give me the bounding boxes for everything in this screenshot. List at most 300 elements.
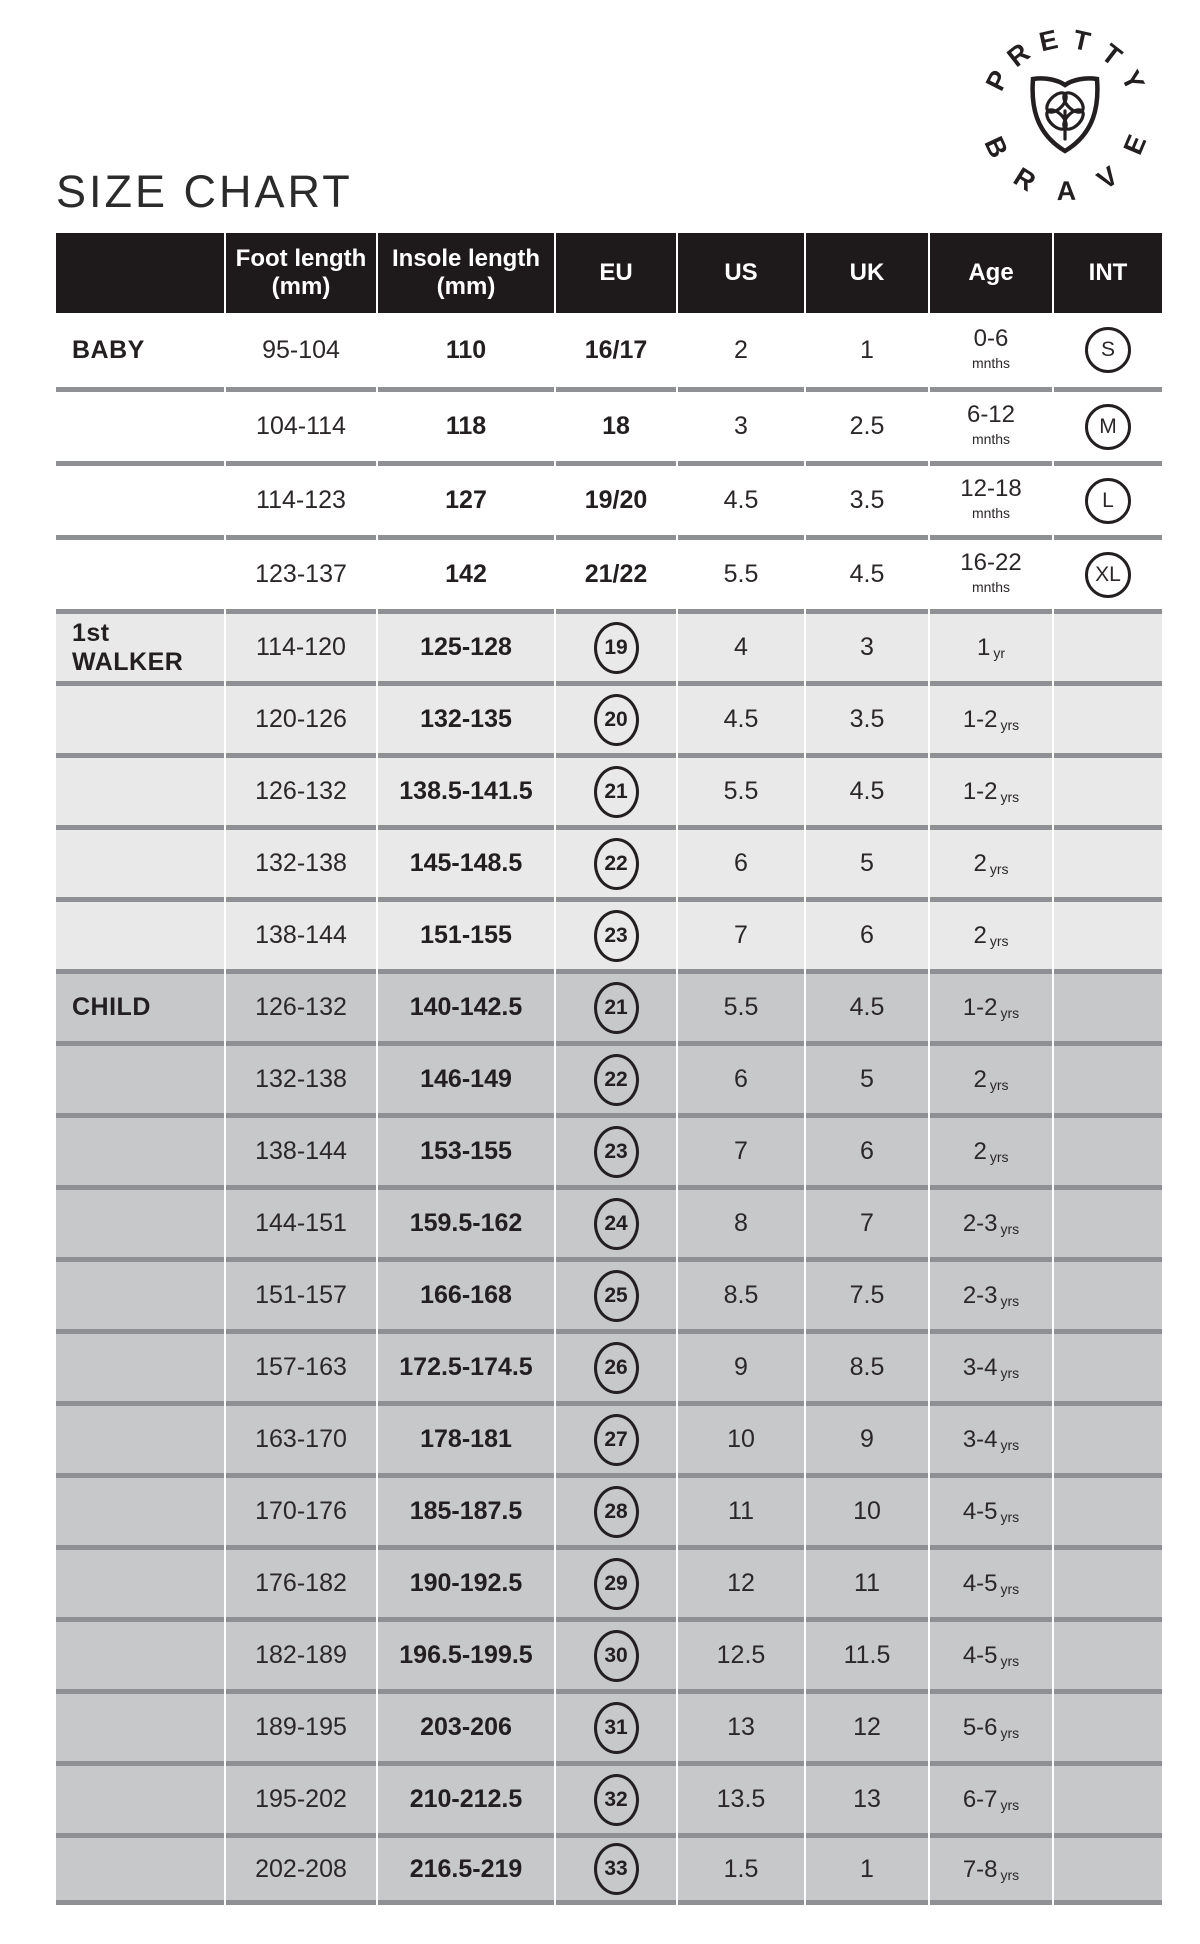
int-size-cell: [1054, 897, 1162, 969]
us-size-cell: 6: [678, 1041, 804, 1113]
header-us: US: [678, 233, 804, 313]
insole-length-cell: 127: [378, 461, 554, 535]
eu-size-circle: 21: [594, 766, 639, 818]
age-cell: [930, 1185, 1052, 1257]
uk-size-cell: 1: [806, 1833, 928, 1905]
insole-length-cell: 110: [378, 313, 554, 387]
eu-size-circle: 22: [594, 1054, 639, 1106]
eu-size-circle: 30: [594, 1630, 639, 1682]
eu-size-circle: 24: [594, 1198, 639, 1250]
age-number: 16-22: [960, 549, 1022, 576]
svg-text:E: E: [1117, 130, 1153, 159]
age-number: 2: [973, 1138, 987, 1165]
age-unit: yrs: [1000, 789, 1020, 805]
foot-length-cell: 132-138: [226, 1041, 376, 1113]
us-size-cell: 6: [678, 825, 804, 897]
svg-text:E: E: [1036, 24, 1061, 58]
age-cell: [930, 681, 1052, 753]
table-row: [56, 1617, 1162, 1689]
header-category: [56, 233, 224, 313]
foot-length-cell: 144-151: [226, 1185, 376, 1257]
eu-size-value: 21/22: [584, 560, 648, 588]
foot-length-cell: 114-123: [226, 461, 376, 535]
eu-size-cell: [556, 1761, 676, 1833]
foot-length-cell: 202-208: [226, 1833, 376, 1905]
foot-length-cell: 163-170: [226, 1401, 376, 1473]
foot-length-cell: 138-144: [226, 1113, 376, 1185]
section-label-cell: [56, 1113, 224, 1185]
age-number: 4-5: [962, 1498, 998, 1525]
age-cell: [930, 1545, 1052, 1617]
int-size-cell: [1054, 1257, 1162, 1329]
eu-size-cell: [556, 1401, 676, 1473]
insole-length-cell: 151-155: [378, 897, 554, 969]
section-label-cell: [56, 681, 224, 753]
age-unit: mnths: [971, 354, 1011, 371]
int-size-circle: M: [1085, 404, 1131, 450]
foot-length-cell: 189-195: [226, 1689, 376, 1761]
age-unit: yrs: [1000, 1005, 1020, 1021]
age-unit: yrs: [1000, 1293, 1020, 1309]
table-row: [56, 1185, 1162, 1257]
foot-length-cell: 132-138: [226, 825, 376, 897]
section-label-cell: [56, 753, 224, 825]
insole-length-cell: 178-181: [378, 1401, 554, 1473]
us-size-cell: 4.5: [678, 461, 804, 535]
header-label-line: Insole length: [391, 245, 540, 272]
table-row: [56, 1041, 1162, 1113]
insole-length-cell: 190-192.5: [378, 1545, 554, 1617]
insole-length-cell: 172.5-174.5: [378, 1329, 554, 1401]
age-cell: [930, 753, 1052, 825]
age-cell: [930, 387, 1052, 461]
int-size-cell: [1054, 1185, 1162, 1257]
age-unit: yrs: [1000, 1509, 1020, 1525]
age-cell: [930, 1617, 1052, 1689]
us-size-cell: 4: [678, 609, 804, 681]
age-unit: yrs: [1000, 1797, 1020, 1813]
table-row: [56, 825, 1162, 897]
age-cell: [930, 1329, 1052, 1401]
section-label-cell: [56, 1617, 224, 1689]
uk-size-cell: 6: [806, 1113, 928, 1185]
table-row: [56, 535, 1162, 609]
insole-length-cell: 145-148.5: [378, 825, 554, 897]
eu-size-cell: [556, 753, 676, 825]
foot-length-cell: 138-144: [226, 897, 376, 969]
section-label-cell: [56, 969, 224, 1041]
int-size-cell: [1054, 1401, 1162, 1473]
foot-length-cell: 126-132: [226, 753, 376, 825]
age-cell: [930, 969, 1052, 1041]
section-label-cell: [56, 1185, 224, 1257]
insole-length-cell: 142: [378, 535, 554, 609]
us-size-cell: 13.5: [678, 1761, 804, 1833]
section-label-cell: [56, 1545, 224, 1617]
uk-size-cell: 4.5: [806, 969, 928, 1041]
eu-size-circle: 33: [594, 1843, 639, 1895]
uk-size-cell: 10: [806, 1473, 928, 1545]
eu-size-circle: 31: [594, 1702, 639, 1754]
int-size-cell: [1054, 1617, 1162, 1689]
eu-size-circle: 29: [594, 1558, 639, 1610]
header-eu: EU: [556, 233, 676, 313]
header-label-line: (mm): [436, 273, 496, 300]
age-unit: yrs: [1000, 1365, 1020, 1381]
age-unit: yrs: [1000, 1653, 1020, 1669]
age-unit: yrs: [1000, 1866, 1020, 1883]
int-size-cell: [1054, 1041, 1162, 1113]
age-number: 12-18: [960, 475, 1022, 502]
table-row: [56, 681, 1162, 753]
age-unit: yrs: [989, 861, 1009, 877]
us-size-cell: 4.5: [678, 681, 804, 753]
int-size-cell: [1054, 1329, 1162, 1401]
table-row: [56, 1257, 1162, 1329]
table-row: [56, 1833, 1162, 1905]
age-number: 1: [976, 634, 991, 661]
foot-length-cell: 114-120: [226, 609, 376, 681]
us-size-cell: 13: [678, 1689, 804, 1761]
table-row: [56, 1689, 1162, 1761]
foot-length-cell: 151-157: [226, 1257, 376, 1329]
uk-size-cell: 7.5: [806, 1257, 928, 1329]
insole-length-cell: 159.5-162: [378, 1185, 554, 1257]
svg-text:P: P: [979, 65, 1015, 96]
eu-size-value: 19/20: [584, 486, 648, 514]
age-number: 2-3: [962, 1210, 998, 1237]
foot-length-cell: 95-104: [226, 313, 376, 387]
int-size-cell: [1054, 969, 1162, 1041]
section-label-cell: [56, 1833, 224, 1905]
age-value: [930, 549, 1052, 600]
us-size-cell: 11: [678, 1473, 804, 1545]
us-size-cell: 5.5: [678, 753, 804, 825]
age-unit: yrs: [989, 933, 1009, 949]
foot-length-cell: 157-163: [226, 1329, 376, 1401]
eu-size-cell: [556, 1041, 676, 1113]
eu-size-circle: 21: [594, 982, 639, 1034]
int-size-cell: [1054, 1545, 1162, 1617]
age-cell: [930, 1257, 1052, 1329]
header-foot-length: [226, 233, 376, 313]
us-size-cell: 8: [678, 1185, 804, 1257]
age-cell: [930, 609, 1052, 681]
int-size-cell: [1054, 1689, 1162, 1761]
age-cell: [930, 1833, 1052, 1905]
eu-size-cell: [556, 825, 676, 897]
eu-size-cell: [556, 387, 676, 461]
age-cell: [930, 825, 1052, 897]
int-size-cell: [1054, 387, 1162, 461]
age-cell: [930, 313, 1052, 387]
uk-size-cell: 3.5: [806, 681, 928, 753]
eu-size-circle: 23: [594, 1126, 639, 1178]
age-value: [930, 401, 1052, 452]
eu-size-cell: [556, 461, 676, 535]
age-cell: [930, 1761, 1052, 1833]
us-size-cell: 3: [678, 387, 804, 461]
table-row: [56, 609, 1162, 681]
us-size-cell: 12: [678, 1545, 804, 1617]
eu-size-cell: [556, 535, 676, 609]
eu-size-value: 18: [602, 412, 630, 440]
uk-size-cell: 1: [806, 313, 928, 387]
foot-length-cell: 170-176: [226, 1473, 376, 1545]
int-size-cell: [1054, 681, 1162, 753]
eu-size-cell: [556, 681, 676, 753]
size-chart-table: [54, 233, 1164, 1905]
table-row: [56, 1545, 1162, 1617]
eu-size-cell: [556, 897, 676, 969]
age-unit: yrs: [1000, 717, 1020, 733]
insole-length-cell: 132-135: [378, 681, 554, 753]
foot-length-cell: 182-189: [226, 1617, 376, 1689]
section-label-cell: [56, 387, 224, 461]
age-number: 3-4: [962, 1354, 998, 1381]
int-size-cell: [1054, 1761, 1162, 1833]
uk-size-cell: 2.5: [806, 387, 928, 461]
foot-length-cell: 120-126: [226, 681, 376, 753]
eu-size-cell: [556, 1185, 676, 1257]
foot-length-cell: 195-202: [226, 1761, 376, 1833]
header-row: [56, 233, 1162, 313]
svg-text:Y: Y: [1115, 65, 1151, 96]
header-age: Age: [930, 233, 1052, 313]
eu-size-circle: 27: [594, 1414, 639, 1466]
int-size-cell: [1054, 1833, 1162, 1905]
eu-size-circle: 26: [594, 1342, 639, 1394]
age-number: 1-2: [962, 706, 998, 733]
uk-size-cell: 7: [806, 1185, 928, 1257]
age-number: 6-12: [966, 401, 1016, 428]
eu-size-circle: 19: [594, 622, 639, 674]
int-size-circle: L: [1085, 478, 1131, 524]
section-label-cell: [56, 1041, 224, 1113]
uk-size-cell: 9: [806, 1401, 928, 1473]
svg-text:A: A: [1056, 175, 1077, 207]
age-cell: [930, 1401, 1052, 1473]
eu-size-circle: 25: [594, 1270, 639, 1322]
uk-size-cell: 3: [806, 609, 928, 681]
age-number: 2: [973, 922, 987, 949]
table-row: [56, 313, 1162, 387]
insole-length-cell: 185-187.5: [378, 1473, 554, 1545]
insole-length-cell: 203-206: [378, 1689, 554, 1761]
age-unit: yrs: [989, 1077, 1009, 1093]
age-unit: yrs: [1000, 1221, 1020, 1237]
int-size-cell: [1054, 753, 1162, 825]
uk-size-cell: 6: [806, 897, 928, 969]
svg-text:R: R: [1001, 37, 1036, 73]
eu-size-cell: [556, 1833, 676, 1905]
uk-size-cell: 3.5: [806, 461, 928, 535]
eu-size-circle: 28: [594, 1486, 639, 1538]
uk-size-cell: 8.5: [806, 1329, 928, 1401]
table-row: [56, 1401, 1162, 1473]
int-size-circle: XL: [1085, 552, 1131, 598]
us-size-cell: 5.5: [678, 969, 804, 1041]
age-cell: [930, 1041, 1052, 1113]
insole-length-cell: 146-149: [378, 1041, 554, 1113]
table-row: [56, 897, 1162, 969]
foot-length-cell: 176-182: [226, 1545, 376, 1617]
uk-size-cell: 4.5: [806, 535, 928, 609]
section-label-cell: [56, 609, 224, 681]
age-number: 2-3: [962, 1282, 998, 1309]
us-size-cell: 1.5: [678, 1833, 804, 1905]
int-size-cell: [1054, 1473, 1162, 1545]
section-label-cell: [56, 461, 224, 535]
insole-length-cell: 153-155: [378, 1113, 554, 1185]
age-unit: yrs: [989, 1149, 1009, 1165]
age-cell: [930, 897, 1052, 969]
foot-length-cell: 104-114: [226, 387, 376, 461]
foot-length-cell: 123-137: [226, 535, 376, 609]
page-title: SIZE CHART: [56, 166, 353, 217]
section-label-cell: [56, 897, 224, 969]
uk-size-cell: 11: [806, 1545, 928, 1617]
section-label-cell: [56, 535, 224, 609]
uk-size-cell: 5: [806, 1041, 928, 1113]
age-cell: [930, 461, 1052, 535]
uk-size-cell: 11.5: [806, 1617, 928, 1689]
us-size-cell: 7: [678, 897, 804, 969]
us-size-cell: 12.5: [678, 1617, 804, 1689]
section-label: BABY: [72, 335, 145, 364]
section-label: 1st WALKER: [72, 618, 184, 676]
table-row: [56, 969, 1162, 1041]
pretty-brave-logo: [962, 12, 1168, 218]
eu-size-circle: 22: [594, 838, 639, 890]
int-size-cell: [1054, 535, 1162, 609]
age-number: 2: [973, 850, 987, 877]
section-label-cell: [56, 313, 224, 387]
age-number: 4-5: [962, 1570, 998, 1597]
eu-size-value: 16/17: [584, 335, 648, 364]
int-size-cell: [1054, 825, 1162, 897]
us-size-cell: 9: [678, 1329, 804, 1401]
age-unit: mnths: [971, 505, 1011, 521]
svg-text:T: T: [1070, 24, 1093, 58]
table-row: [56, 1761, 1162, 1833]
age-cell: [930, 1113, 1052, 1185]
eu-size-cell: [556, 1329, 676, 1401]
section-label: CHILD: [72, 993, 151, 1021]
us-size-cell: 5.5: [678, 535, 804, 609]
section-label-cell: [56, 1401, 224, 1473]
age-value: [930, 475, 1052, 526]
section-label-cell: [56, 1473, 224, 1545]
table-row: [56, 753, 1162, 825]
uk-size-cell: 13: [806, 1761, 928, 1833]
eu-size-circle: 20: [594, 694, 639, 746]
section-label-cell: [56, 1761, 224, 1833]
header-uk: UK: [806, 233, 928, 313]
insole-length-cell: 140-142.5: [378, 969, 554, 1041]
eu-size-cell: [556, 1113, 676, 1185]
table-row: [56, 1329, 1162, 1401]
age-number: 0-6: [973, 324, 1009, 352]
us-size-cell: 2: [678, 313, 804, 387]
section-label-cell: [56, 1689, 224, 1761]
header-label-line: Foot length: [235, 245, 367, 272]
header-label-line: (mm): [271, 273, 331, 300]
age-number: 4-5: [962, 1642, 998, 1669]
age-number: 3-4: [962, 1426, 998, 1453]
svg-text:V: V: [1091, 160, 1124, 196]
us-size-cell: 8.5: [678, 1257, 804, 1329]
us-size-cell: 7: [678, 1113, 804, 1185]
size-chart-body: [56, 313, 1162, 1905]
svg-text:R: R: [1008, 161, 1041, 198]
age-number: 1-2: [962, 994, 998, 1021]
uk-size-cell: 5: [806, 825, 928, 897]
table-row: [56, 1113, 1162, 1185]
insole-length-cell: 118: [378, 387, 554, 461]
eu-size-cell: [556, 1473, 676, 1545]
eu-size-cell: [556, 1545, 676, 1617]
svg-text:T: T: [1095, 38, 1128, 72]
header-insole-length: [378, 233, 554, 313]
eu-size-circle: 23: [594, 910, 639, 962]
uk-size-cell: 4.5: [806, 753, 928, 825]
insole-length-cell: 210-212.5: [378, 1761, 554, 1833]
age-number: 1-2: [962, 778, 998, 805]
section-label-cell: [56, 1257, 224, 1329]
section-label-cell: [56, 825, 224, 897]
eu-size-cell: [556, 1689, 676, 1761]
age-number: 6-7: [962, 1786, 998, 1813]
insole-length-cell: 125-128: [378, 609, 554, 681]
svg-text:B: B: [978, 131, 1014, 163]
int-size-cell: [1054, 609, 1162, 681]
section-label-cell: [56, 1329, 224, 1401]
shield-flower-icon: [1033, 78, 1098, 151]
age-number: 7-8: [962, 1855, 998, 1883]
age-unit: yrs: [1000, 1725, 1020, 1741]
age-unit: yrs: [1000, 1437, 1020, 1453]
foot-length-cell: 126-132: [226, 969, 376, 1041]
int-size-cell: [1054, 313, 1162, 387]
age-cell: [930, 1473, 1052, 1545]
insole-length-cell: 138.5-141.5: [378, 753, 554, 825]
eu-size-cell: [556, 1257, 676, 1329]
int-size-cell: [1054, 461, 1162, 535]
age-number: 5-6: [962, 1714, 998, 1741]
age-cell: [930, 1689, 1052, 1761]
insole-length-cell: 166-168: [378, 1257, 554, 1329]
eu-size-circle: 32: [594, 1774, 639, 1826]
table-row: [56, 1473, 1162, 1545]
age-value: [930, 325, 1052, 376]
age-unit: yrs: [1000, 1581, 1020, 1597]
age-unit: yr: [993, 645, 1006, 661]
age-number: 2: [973, 1066, 987, 1093]
eu-size-cell: [556, 609, 676, 681]
age-unit: mnths: [971, 431, 1011, 447]
insole-length-cell: 196.5-199.5: [378, 1617, 554, 1689]
eu-size-cell: [556, 313, 676, 387]
age-unit: mnths: [971, 579, 1011, 595]
us-size-cell: 10: [678, 1401, 804, 1473]
header-int: INT: [1054, 233, 1162, 313]
table-row: [56, 387, 1162, 461]
eu-size-cell: [556, 969, 676, 1041]
eu-size-cell: [556, 1617, 676, 1689]
table-row: [56, 461, 1162, 535]
age-cell: [930, 535, 1052, 609]
